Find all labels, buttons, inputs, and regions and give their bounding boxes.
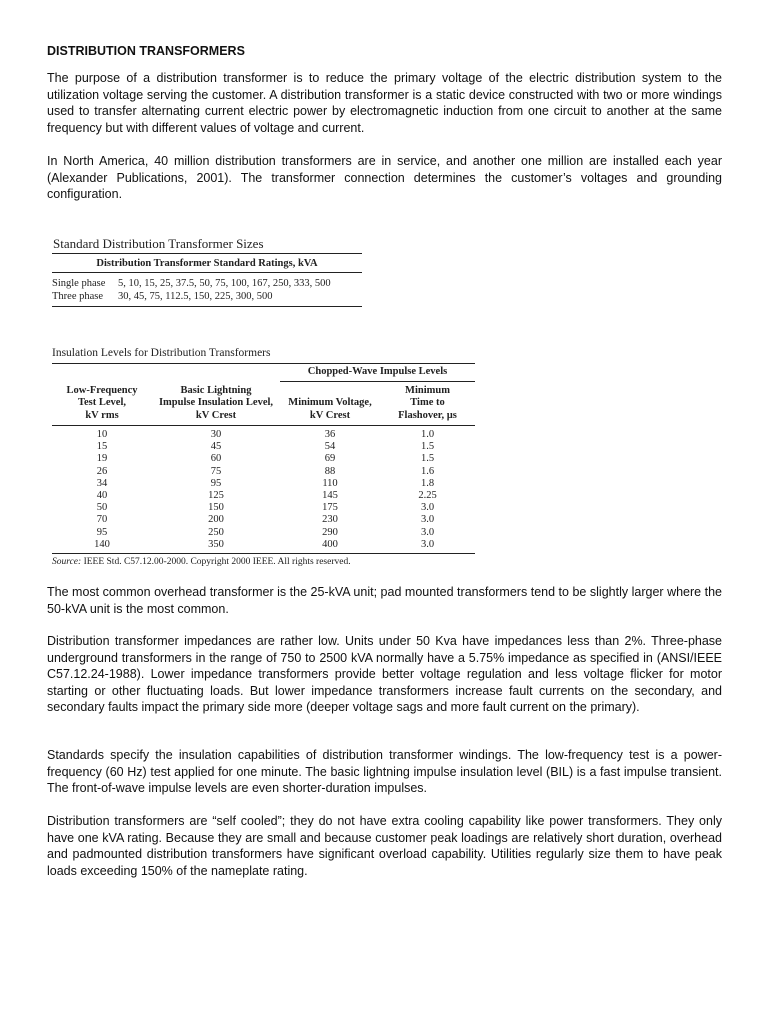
column-header: Minimum Time to Flashover, µs [380, 381, 475, 426]
table-cell: 2.25 [418, 490, 437, 502]
table-row [52, 426, 475, 442]
paragraph-impedance: Distribution transformer impedances are rather low. Units under 50 Kva have impedances less than 2%. Three-phase underground transformers in the range of 750 to 2500 kVA normally have a 5.75% impedance as specified in (ANSI/IEEE C57.12.24-1988). Lower impedance transformers provide better voltage regulation and less voltage flicker for motor starting or other fluctuating loads. But lower impedance transformers increase fault currents on the secondary, and secondary faults impact the primary side more (deeper voltage sags and more fault current on the primary). [47, 634, 722, 714]
sizes-table-header: Distribution Transformer Standard Ratings, kVA [52, 254, 362, 273]
table-cell: 230 [322, 514, 338, 526]
table-cell: 1.6 [420, 465, 435, 477]
table-source-note [52, 557, 475, 567]
table-row [52, 514, 475, 526]
table-cell: 110 [322, 477, 338, 489]
table-cell: 3.0 [420, 526, 435, 538]
table-cell: 36 [324, 429, 336, 440]
table-cell: 125 [208, 490, 224, 502]
paragraph-insulation: Standards specify the insulation capabilities of distribution transformer windings. The low-frequency test is a power-frequency (60 Hz) test applied for one minute. The basic lightning impulse insulation level (BIL) is a fast impulse transient. The front-of-wave impulse levels are even shorter-duration impulses. [47, 748, 722, 795]
table-cell: 400 [280, 539, 380, 554]
table-cell: 250 [208, 526, 224, 538]
source-text: IEEE Std. C57.12.00-2000. Copyright 2000 IEEE. All rights reserved. [81, 557, 351, 568]
table-cell: 145 [322, 490, 338, 502]
paragraph-north-america: In North America, 40 million distribution transformers are in service, and another one million are installed each year (Alexander Publications, 2001). The transformer connection determines the customer’s voltages and grounding configuration. [47, 154, 722, 201]
table-row [52, 453, 475, 465]
table-row [52, 466, 475, 478]
table-cell: 3.0 [420, 514, 435, 526]
table-cell: 1.5 [420, 441, 435, 453]
table-cell: 1.0 [420, 429, 435, 440]
table-cell: 19 [96, 453, 108, 465]
table-row [52, 277, 362, 290]
table-rule [52, 303, 362, 307]
table-cell: 26 [96, 465, 108, 477]
table-row [52, 478, 475, 490]
insulation-table [52, 363, 475, 567]
sizes-table-caption: Standard Distribution Transformer Sizes [53, 236, 264, 251]
column-header: Basic Lightning Impulse Insulation Level, kV Crest [152, 381, 280, 426]
table-cell: 200 [208, 514, 224, 526]
table-cell: 75 [210, 465, 222, 477]
table-cell: 140 [52, 539, 152, 554]
table-row [52, 290, 362, 303]
table-cell: 69 [324, 453, 336, 465]
table-cell: 60 [210, 453, 222, 465]
sizes-table [52, 253, 362, 307]
row-label: Three phase [52, 291, 104, 302]
table-cell: 30 [210, 429, 222, 440]
table-cell: 1.8 [420, 477, 435, 489]
insulation-table-body [52, 426, 475, 554]
table-cell: 50 [96, 502, 108, 514]
table-cell: 45 [210, 441, 222, 453]
table-cell: 95 [96, 526, 108, 538]
table-cell: 54 [324, 441, 336, 453]
table-cell: 290 [322, 526, 338, 538]
row-values: 5, 10, 15, 25, 37.5, 50, 75, 100, 167, 250, 333, 500 [118, 278, 331, 289]
page-title: DISTRIBUTION TRANSFORMERS [47, 44, 245, 58]
insulation-table-caption: Insulation Levels for Distribution Transformers [52, 347, 271, 359]
paragraph-cooling: Distribution transformers are “self cooled”; they do not have extra cooling capability like power transformers. They only have one kVA rating. Because they are small and because customer peak loadings are relatively short duration, overhead and padmounted distribution transformers have significant overload capability. Utilities regularly size them to have peak loads exceeding 150% of the nameplate rating. [47, 814, 722, 878]
table-cell: 175 [322, 502, 338, 514]
row-label: Single phase [52, 278, 106, 289]
table-row [52, 539, 475, 554]
table-cell: 150 [208, 502, 224, 514]
source-label: Source: [52, 557, 82, 568]
column-header: Low-Frequency Test Level, kV rms [52, 381, 152, 426]
table-row [52, 527, 475, 539]
paragraph-common-unit: The most common overhead transformer is the 25-kVA unit; pad mounted transformers tend to be slightly larger where the 50-kVA unit is the most common. [47, 585, 722, 616]
table-row [52, 441, 475, 453]
table-cell: 15 [96, 441, 108, 453]
table-cell: 1.5 [420, 453, 435, 465]
table-cell: 70 [96, 514, 108, 526]
paragraph-purpose: The purpose of a distribution transformer is to reduce the primary voltage of the electric distribution system to the utilization voltage serving the customer. A distribution transformer is a static device constructed with two or more windings used to transfer alternating current electric power by electromagnetic induction from one circuit to another at the same frequency but with different values of voltage and current. [47, 71, 722, 135]
table-cell: 88 [324, 465, 336, 477]
table-cell: 34 [96, 477, 108, 489]
table-cell: 95 [210, 477, 222, 489]
column-header: Minimum Voltage, kV Crest [280, 381, 380, 426]
chopped-wave-header: Chopped-Wave Impulse Levels [280, 364, 475, 382]
table-cell: 3.0 [420, 502, 435, 514]
table-cell: 10 [96, 429, 108, 440]
table-cell: 350 [152, 539, 280, 554]
table-cell: 40 [96, 490, 108, 502]
table-row [52, 502, 475, 514]
table-cell: 3.0 [380, 539, 475, 554]
row-values: 30, 45, 75, 112.5, 150, 225, 300, 500 [118, 291, 273, 302]
table-row [52, 490, 475, 502]
